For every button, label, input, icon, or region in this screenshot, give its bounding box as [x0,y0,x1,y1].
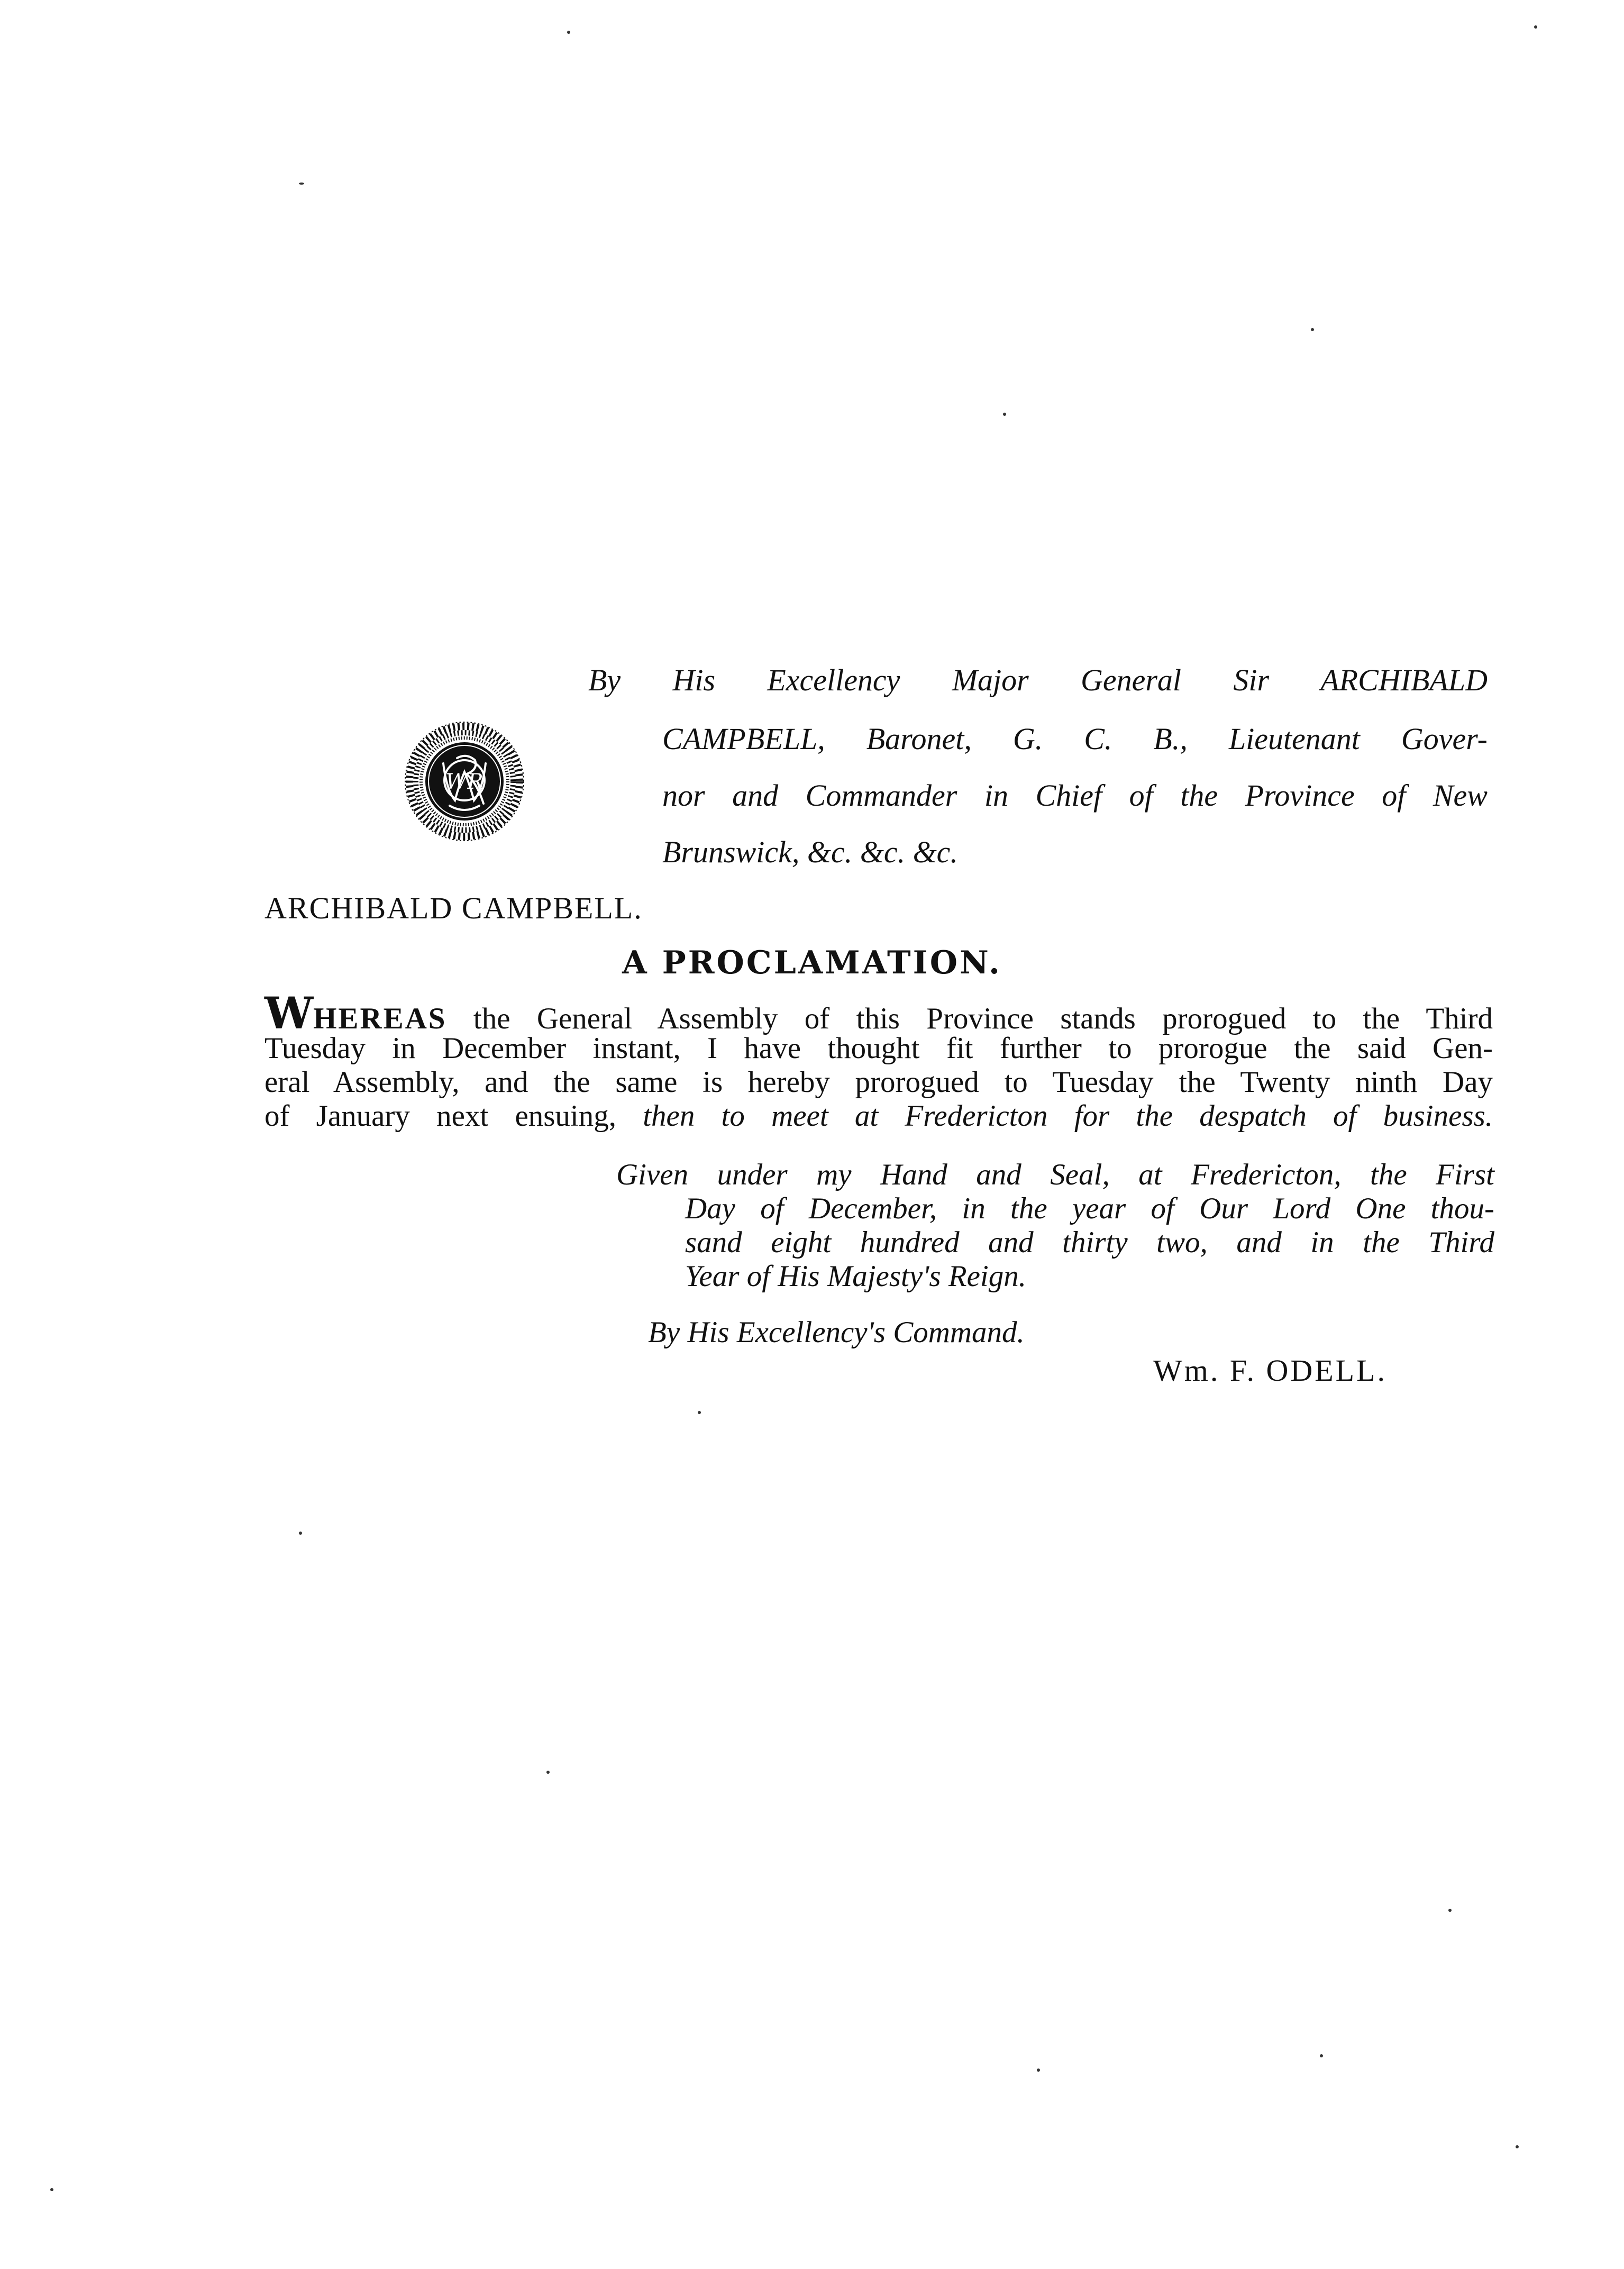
scan-speck [1311,328,1314,331]
scan-speck [299,183,304,185]
scan-speck [1516,2145,1519,2148]
given-line-1: Given under my Hand and Seal, at Fredericton, the First [616,1158,1494,1191]
given-line-4: Year of His Majesty's Reign. [685,1260,1026,1293]
page-title: A PROCLAMATION. [622,944,1002,981]
scan-speck [1037,2068,1040,2072]
scan-speck [1003,413,1006,416]
body-line-1-rest: the General Assembly of this Province stands prorogued to the Third [473,1002,1493,1035]
scan-speck [546,1771,550,1774]
secretary-name: Wm. F. ODELL. [1153,1353,1388,1388]
scan-speck [1448,1909,1452,1912]
seal-monogram: WR [445,770,483,794]
header-line-1: By His Excellency Major General Sir ARCHIBALD [588,663,1488,697]
scan-speck [698,1411,701,1414]
body-line-3: eral Assembly, and the same is hereby prorogued to Tuesday the Twenty ninth Day [264,1065,1493,1099]
header-line-4: Brunswick, &c. &c. &c. [662,835,958,869]
body-line-4-plain: of January next ensuing, [264,1099,617,1133]
seal-icon [404,721,525,842]
drop-cap: W [264,988,314,1039]
command-line: By His Excellency's Command. [648,1316,1025,1349]
lead-word: HEREAS [313,1002,447,1035]
header-line-2: CAMPBELL, Baronet, G. C. B., Lieutenant Gover- [662,722,1488,756]
given-line-2: Day of December, in the year of Our Lord One thou- [685,1192,1494,1225]
body-line-1 [264,988,1493,1039]
scan-speck [50,2188,53,2191]
signer-name: ARCHIBALD CAMPBELL. [264,891,643,925]
body-line-2: Tuesday in December instant, I have thought fit further to prorogue the said Gen- [264,1032,1493,1065]
proclamation-body [264,988,1493,1133]
given-line-3: sand eight hundred and thirty two, and in the Third [685,1226,1494,1259]
scan-speck [1534,25,1537,29]
scan-speck [1320,2054,1323,2057]
scan-speck [567,31,570,34]
scan-speck [299,1532,302,1535]
body-line-4 [264,1099,1493,1133]
header-line-3: nor and Commander in Chief of the Province of New [662,778,1488,813]
body-line-4-italic: then to meet at Fredericton for the despatch of business. [643,1099,1493,1133]
